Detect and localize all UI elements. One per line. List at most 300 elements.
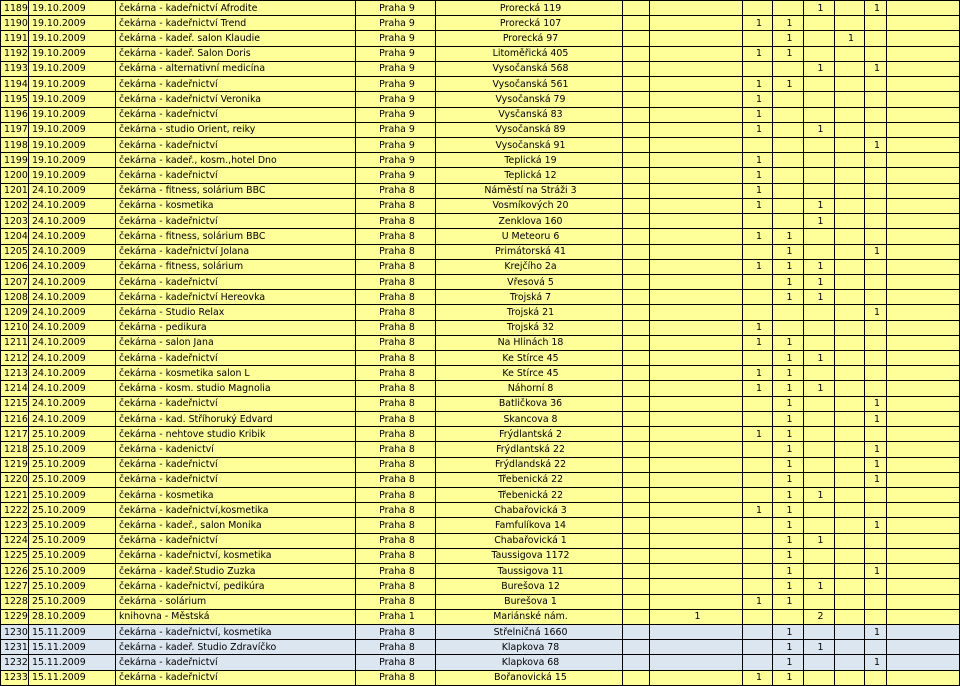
- name-cell[interactable]: čekárna - kosm. studio Magnolia: [116, 381, 356, 396]
- count-cell-6[interactable]: [865, 107, 887, 122]
- city-cell[interactable]: Praha 9: [356, 16, 436, 31]
- street-cell[interactable]: Třebenická 22: [436, 472, 623, 487]
- count-cell-6[interactable]: [865, 503, 887, 518]
- count-cell-3[interactable]: [773, 122, 804, 137]
- count-cell-1[interactable]: [650, 488, 743, 503]
- count-cell-6[interactable]: [865, 320, 887, 335]
- blank-cell[interactable]: [887, 274, 960, 289]
- count-cell-2[interactable]: 1: [743, 107, 773, 122]
- count-cell-2[interactable]: [743, 274, 773, 289]
- count-cell-5[interactable]: [835, 320, 865, 335]
- name-cell[interactable]: čekárna - fitness, solárium BBC: [116, 183, 356, 198]
- count-cell-3[interactable]: 1: [773, 533, 804, 548]
- count-cell-1[interactable]: [650, 305, 743, 320]
- count-cell-5[interactable]: [835, 518, 865, 533]
- count-cell-3[interactable]: [773, 183, 804, 198]
- count-cell-4[interactable]: [804, 624, 835, 639]
- city-cell[interactable]: Praha 8: [356, 564, 436, 579]
- date-cell[interactable]: 24.10.2009: [29, 396, 116, 411]
- date-cell[interactable]: 24.10.2009: [29, 244, 116, 259]
- count-cell-6[interactable]: [865, 198, 887, 213]
- count-cell-5[interactable]: [835, 274, 865, 289]
- blank-cell[interactable]: [623, 533, 650, 548]
- city-cell[interactable]: Praha 8: [356, 244, 436, 259]
- count-cell-1[interactable]: [650, 229, 743, 244]
- count-cell-3[interactable]: 1: [773, 655, 804, 670]
- count-cell-5[interactable]: [835, 153, 865, 168]
- count-cell-5[interactable]: [835, 351, 865, 366]
- count-cell-5[interactable]: [835, 533, 865, 548]
- count-cell-6[interactable]: 1: [865, 624, 887, 639]
- blank-cell[interactable]: [887, 624, 960, 639]
- name-cell[interactable]: čekárna - kadeřnictví: [116, 107, 356, 122]
- count-cell-1[interactable]: [650, 594, 743, 609]
- count-cell-6[interactable]: [865, 122, 887, 137]
- count-cell-4[interactable]: [804, 564, 835, 579]
- count-cell-2[interactable]: [743, 655, 773, 670]
- count-cell-1[interactable]: [650, 107, 743, 122]
- blank-cell[interactable]: [623, 381, 650, 396]
- name-cell[interactable]: čekárna - kadeř. Salon Doris: [116, 46, 356, 61]
- count-cell-2[interactable]: 1: [743, 381, 773, 396]
- id-cell[interactable]: 1198: [1, 137, 29, 152]
- count-cell-3[interactable]: [773, 198, 804, 213]
- count-cell-5[interactable]: [835, 77, 865, 92]
- count-cell-3[interactable]: [773, 92, 804, 107]
- count-cell-1[interactable]: [650, 548, 743, 563]
- count-cell-2[interactable]: [743, 609, 773, 624]
- date-cell[interactable]: 25.10.2009: [29, 472, 116, 487]
- count-cell-4[interactable]: [804, 137, 835, 152]
- count-cell-6[interactable]: [865, 92, 887, 107]
- count-cell-2[interactable]: [743, 305, 773, 320]
- blank-cell[interactable]: [887, 427, 960, 442]
- count-cell-1[interactable]: [650, 320, 743, 335]
- city-cell[interactable]: Praha 8: [356, 381, 436, 396]
- date-cell[interactable]: 24.10.2009: [29, 274, 116, 289]
- date-cell[interactable]: 25.10.2009: [29, 503, 116, 518]
- id-cell[interactable]: 1190: [1, 16, 29, 31]
- id-cell[interactable]: 1203: [1, 214, 29, 229]
- date-cell[interactable]: 19.10.2009: [29, 61, 116, 76]
- count-cell-2[interactable]: 1: [743, 198, 773, 213]
- count-cell-4[interactable]: 1: [804, 290, 835, 305]
- count-cell-2[interactable]: 1: [743, 335, 773, 350]
- date-cell[interactable]: 24.10.2009: [29, 198, 116, 213]
- count-cell-2[interactable]: [743, 488, 773, 503]
- city-cell[interactable]: Praha 8: [356, 320, 436, 335]
- id-cell[interactable]: 1221: [1, 488, 29, 503]
- count-cell-4[interactable]: 1: [804, 1, 835, 16]
- city-cell[interactable]: Praha 8: [356, 183, 436, 198]
- id-cell[interactable]: 1189: [1, 1, 29, 16]
- city-cell[interactable]: Praha 8: [356, 488, 436, 503]
- blank-cell[interactable]: [887, 229, 960, 244]
- count-cell-4[interactable]: [804, 427, 835, 442]
- blank-cell[interactable]: [623, 579, 650, 594]
- count-cell-2[interactable]: 1: [743, 16, 773, 31]
- city-cell[interactable]: Praha 8: [356, 594, 436, 609]
- date-cell[interactable]: 24.10.2009: [29, 290, 116, 305]
- count-cell-5[interactable]: 1: [835, 31, 865, 46]
- count-cell-5[interactable]: [835, 366, 865, 381]
- count-cell-6[interactable]: [865, 168, 887, 183]
- blank-cell[interactable]: [623, 351, 650, 366]
- date-cell[interactable]: 19.10.2009: [29, 77, 116, 92]
- count-cell-3[interactable]: 1: [773, 411, 804, 426]
- name-cell[interactable]: čekárna - kad. Stříhoruký Edvard: [116, 411, 356, 426]
- count-cell-3[interactable]: 1: [773, 457, 804, 472]
- count-cell-5[interactable]: [835, 122, 865, 137]
- count-cell-4[interactable]: [804, 366, 835, 381]
- count-cell-2[interactable]: 1: [743, 594, 773, 609]
- id-cell[interactable]: 1210: [1, 320, 29, 335]
- count-cell-3[interactable]: 1: [773, 46, 804, 61]
- count-cell-3[interactable]: [773, 137, 804, 152]
- city-cell[interactable]: Praha 9: [356, 153, 436, 168]
- count-cell-5[interactable]: [835, 609, 865, 624]
- city-cell[interactable]: Praha 9: [356, 46, 436, 61]
- street-cell[interactable]: Skancova 8: [436, 411, 623, 426]
- date-cell[interactable]: 19.10.2009: [29, 153, 116, 168]
- count-cell-3[interactable]: 1: [773, 229, 804, 244]
- id-cell[interactable]: 1218: [1, 442, 29, 457]
- name-cell[interactable]: čekárna - kadeř.Studio Zuzka: [116, 564, 356, 579]
- blank-cell[interactable]: [623, 366, 650, 381]
- blank-cell[interactable]: [887, 351, 960, 366]
- count-cell-4[interactable]: 1: [804, 579, 835, 594]
- count-cell-5[interactable]: [835, 107, 865, 122]
- blank-cell[interactable]: [623, 503, 650, 518]
- name-cell[interactable]: čekárna - kadeřnictví: [116, 533, 356, 548]
- blank-cell[interactable]: [623, 259, 650, 274]
- blank-cell[interactable]: [623, 168, 650, 183]
- city-cell[interactable]: Praha 9: [356, 61, 436, 76]
- blank-cell[interactable]: [887, 396, 960, 411]
- count-cell-5[interactable]: [835, 594, 865, 609]
- count-cell-6[interactable]: [865, 290, 887, 305]
- count-cell-6[interactable]: [865, 274, 887, 289]
- count-cell-6[interactable]: [865, 214, 887, 229]
- count-cell-2[interactable]: [743, 442, 773, 457]
- name-cell[interactable]: čekárna - kadeř., salon Monika: [116, 518, 356, 533]
- count-cell-6[interactable]: [865, 31, 887, 46]
- id-cell[interactable]: 1200: [1, 168, 29, 183]
- id-cell[interactable]: 1215: [1, 396, 29, 411]
- street-cell[interactable]: Trojská 7: [436, 290, 623, 305]
- count-cell-6[interactable]: 1: [865, 137, 887, 152]
- blank-cell[interactable]: [887, 107, 960, 122]
- city-cell[interactable]: Praha 9: [356, 1, 436, 16]
- count-cell-5[interactable]: [835, 259, 865, 274]
- count-cell-1[interactable]: [650, 640, 743, 655]
- name-cell[interactable]: čekárna - kadeřnictví: [116, 77, 356, 92]
- name-cell[interactable]: čekárna - fitness, solárium: [116, 259, 356, 274]
- count-cell-1[interactable]: 1: [650, 609, 743, 624]
- date-cell[interactable]: 25.10.2009: [29, 594, 116, 609]
- count-cell-1[interactable]: [650, 46, 743, 61]
- blank-cell[interactable]: [887, 183, 960, 198]
- name-cell[interactable]: čekárna - kadeř. Studio Zdravíčko: [116, 640, 356, 655]
- count-cell-4[interactable]: [804, 396, 835, 411]
- blank-cell[interactable]: [887, 259, 960, 274]
- name-cell[interactable]: čekárna - kadeřnictví Jolana: [116, 244, 356, 259]
- street-cell[interactable]: Vřesová 5: [436, 274, 623, 289]
- count-cell-1[interactable]: [650, 77, 743, 92]
- street-cell[interactable]: Teplická 19: [436, 153, 623, 168]
- count-cell-1[interactable]: [650, 290, 743, 305]
- city-cell[interactable]: Praha 8: [356, 472, 436, 487]
- count-cell-3[interactable]: 1: [773, 442, 804, 457]
- blank-cell[interactable]: [887, 320, 960, 335]
- count-cell-3[interactable]: [773, 107, 804, 122]
- blank-cell[interactable]: [623, 548, 650, 563]
- id-cell[interactable]: 1206: [1, 259, 29, 274]
- blank-cell[interactable]: [887, 122, 960, 137]
- date-cell[interactable]: 24.10.2009: [29, 259, 116, 274]
- name-cell[interactable]: čekárna - kadeřnictví, kosmetika: [116, 624, 356, 639]
- count-cell-4[interactable]: [804, 153, 835, 168]
- name-cell[interactable]: čekárna - kadeřnictví, pedikúra: [116, 579, 356, 594]
- date-cell[interactable]: 25.10.2009: [29, 488, 116, 503]
- id-cell[interactable]: 1232: [1, 655, 29, 670]
- count-cell-5[interactable]: [835, 564, 865, 579]
- count-cell-4[interactable]: 1: [804, 274, 835, 289]
- count-cell-4[interactable]: 2: [804, 609, 835, 624]
- count-cell-1[interactable]: [650, 198, 743, 213]
- blank-cell[interactable]: [623, 137, 650, 152]
- blank-cell[interactable]: [623, 229, 650, 244]
- street-cell[interactable]: Famfulíkova 14: [436, 518, 623, 533]
- count-cell-3[interactable]: [773, 609, 804, 624]
- count-cell-2[interactable]: [743, 518, 773, 533]
- count-cell-6[interactable]: [865, 594, 887, 609]
- count-cell-1[interactable]: [650, 472, 743, 487]
- count-cell-6[interactable]: 1: [865, 61, 887, 76]
- date-cell[interactable]: 24.10.2009: [29, 320, 116, 335]
- count-cell-2[interactable]: [743, 290, 773, 305]
- count-cell-5[interactable]: [835, 503, 865, 518]
- id-cell[interactable]: 1220: [1, 472, 29, 487]
- count-cell-3[interactable]: [773, 153, 804, 168]
- count-cell-3[interactable]: [773, 168, 804, 183]
- count-cell-5[interactable]: [835, 244, 865, 259]
- street-cell[interactable]: Náměstí na Stráži 3: [436, 183, 623, 198]
- count-cell-6[interactable]: [865, 488, 887, 503]
- street-cell[interactable]: Zenklova 160: [436, 214, 623, 229]
- count-cell-4[interactable]: [804, 503, 835, 518]
- street-cell[interactable]: Chabařovická 3: [436, 503, 623, 518]
- id-cell[interactable]: 1194: [1, 77, 29, 92]
- count-cell-4[interactable]: [804, 655, 835, 670]
- count-cell-6[interactable]: 1: [865, 564, 887, 579]
- blank-cell[interactable]: [623, 305, 650, 320]
- blank-cell[interactable]: [623, 107, 650, 122]
- count-cell-4[interactable]: [804, 31, 835, 46]
- name-cell[interactable]: čekárna - kadeřnictví Hereovka: [116, 290, 356, 305]
- name-cell[interactable]: čekárna - kadeřnictví Afrodite: [116, 1, 356, 16]
- count-cell-2[interactable]: [743, 548, 773, 563]
- count-cell-3[interactable]: 1: [773, 624, 804, 639]
- date-cell[interactable]: 25.10.2009: [29, 457, 116, 472]
- blank-cell[interactable]: [887, 366, 960, 381]
- date-cell[interactable]: 25.10.2009: [29, 579, 116, 594]
- id-cell[interactable]: 1226: [1, 564, 29, 579]
- count-cell-5[interactable]: [835, 46, 865, 61]
- id-cell[interactable]: 1219: [1, 457, 29, 472]
- blank-cell[interactable]: [887, 305, 960, 320]
- date-cell[interactable]: 19.10.2009: [29, 92, 116, 107]
- id-cell[interactable]: 1227: [1, 579, 29, 594]
- count-cell-2[interactable]: 1: [743, 168, 773, 183]
- count-cell-5[interactable]: [835, 61, 865, 76]
- blank-cell[interactable]: [887, 548, 960, 563]
- count-cell-1[interactable]: [650, 168, 743, 183]
- count-cell-6[interactable]: 1: [865, 244, 887, 259]
- count-cell-1[interactable]: [650, 153, 743, 168]
- street-cell[interactable]: Náhorní 8: [436, 381, 623, 396]
- blank-cell[interactable]: [887, 579, 960, 594]
- count-cell-3[interactable]: 1: [773, 290, 804, 305]
- count-cell-6[interactable]: 1: [865, 442, 887, 457]
- count-cell-6[interactable]: [865, 335, 887, 350]
- blank-cell[interactable]: [623, 609, 650, 624]
- count-cell-4[interactable]: [804, 548, 835, 563]
- count-cell-4[interactable]: [804, 183, 835, 198]
- street-cell[interactable]: Vysočanská 91: [436, 137, 623, 152]
- count-cell-3[interactable]: 1: [773, 351, 804, 366]
- count-cell-3[interactable]: 1: [773, 594, 804, 609]
- count-cell-6[interactable]: [865, 640, 887, 655]
- city-cell[interactable]: Praha 8: [356, 411, 436, 426]
- name-cell[interactable]: čekárna - Studio Relax: [116, 305, 356, 320]
- count-cell-4[interactable]: [804, 320, 835, 335]
- street-cell[interactable]: Frýdlandská 22: [436, 457, 623, 472]
- count-cell-1[interactable]: [650, 214, 743, 229]
- count-cell-6[interactable]: [865, 77, 887, 92]
- blank-cell[interactable]: [623, 442, 650, 457]
- blank-cell[interactable]: [623, 457, 650, 472]
- count-cell-1[interactable]: [650, 1, 743, 16]
- name-cell[interactable]: čekárna - kadeřnictví: [116, 274, 356, 289]
- street-cell[interactable]: Krejčího 2a: [436, 259, 623, 274]
- count-cell-2[interactable]: 1: [743, 77, 773, 92]
- date-cell[interactable]: 24.10.2009: [29, 411, 116, 426]
- count-cell-2[interactable]: [743, 1, 773, 16]
- count-cell-5[interactable]: [835, 137, 865, 152]
- name-cell[interactable]: čekárna - kadeřnictví: [116, 396, 356, 411]
- blank-cell[interactable]: [887, 472, 960, 487]
- count-cell-4[interactable]: [804, 92, 835, 107]
- count-cell-1[interactable]: [650, 381, 743, 396]
- count-cell-2[interactable]: 1: [743, 46, 773, 61]
- count-cell-2[interactable]: [743, 61, 773, 76]
- count-cell-3[interactable]: 1: [773, 503, 804, 518]
- blank-cell[interactable]: [623, 244, 650, 259]
- blank-cell[interactable]: [623, 488, 650, 503]
- id-cell[interactable]: 1193: [1, 61, 29, 76]
- count-cell-2[interactable]: 1: [743, 366, 773, 381]
- count-cell-1[interactable]: [650, 274, 743, 289]
- blank-cell[interactable]: [623, 320, 650, 335]
- date-cell[interactable]: 15.11.2009: [29, 670, 116, 685]
- count-cell-3[interactable]: 1: [773, 564, 804, 579]
- count-cell-6[interactable]: 1: [865, 1, 887, 16]
- count-cell-1[interactable]: [650, 624, 743, 639]
- id-cell[interactable]: 1214: [1, 381, 29, 396]
- date-cell[interactable]: 19.10.2009: [29, 107, 116, 122]
- city-cell[interactable]: Praha 1: [356, 609, 436, 624]
- count-cell-4[interactable]: [804, 229, 835, 244]
- count-cell-6[interactable]: 1: [865, 655, 887, 670]
- street-cell[interactable]: Bořanovická 15: [436, 670, 623, 685]
- count-cell-6[interactable]: 1: [865, 305, 887, 320]
- count-cell-1[interactable]: [650, 122, 743, 137]
- count-cell-5[interactable]: [835, 655, 865, 670]
- count-cell-1[interactable]: [650, 579, 743, 594]
- date-cell[interactable]: 25.10.2009: [29, 518, 116, 533]
- count-cell-1[interactable]: [650, 533, 743, 548]
- count-cell-4[interactable]: 1: [804, 488, 835, 503]
- city-cell[interactable]: Praha 9: [356, 31, 436, 46]
- blank-cell[interactable]: [887, 46, 960, 61]
- count-cell-3[interactable]: 1: [773, 244, 804, 259]
- city-cell[interactable]: Praha 8: [356, 548, 436, 563]
- id-cell[interactable]: 1199: [1, 153, 29, 168]
- count-cell-1[interactable]: [650, 442, 743, 457]
- blank-cell[interactable]: [623, 198, 650, 213]
- count-cell-6[interactable]: [865, 533, 887, 548]
- street-cell[interactable]: Trojská 21: [436, 305, 623, 320]
- id-cell[interactable]: 1228: [1, 594, 29, 609]
- count-cell-6[interactable]: 1: [865, 457, 887, 472]
- blank-cell[interactable]: [623, 472, 650, 487]
- count-cell-4[interactable]: 1: [804, 351, 835, 366]
- id-cell[interactable]: 1225: [1, 548, 29, 563]
- id-cell[interactable]: 1196: [1, 107, 29, 122]
- count-cell-5[interactable]: [835, 579, 865, 594]
- name-cell[interactable]: čekárna - pedikura: [116, 320, 356, 335]
- date-cell[interactable]: 24.10.2009: [29, 366, 116, 381]
- blank-cell[interactable]: [887, 670, 960, 685]
- date-cell[interactable]: 24.10.2009: [29, 305, 116, 320]
- city-cell[interactable]: Praha 8: [356, 366, 436, 381]
- count-cell-4[interactable]: 1: [804, 198, 835, 213]
- city-cell[interactable]: Praha 8: [356, 640, 436, 655]
- id-cell[interactable]: 1204: [1, 229, 29, 244]
- count-cell-5[interactable]: [835, 381, 865, 396]
- street-cell[interactable]: Frýdlantská 2: [436, 427, 623, 442]
- id-cell[interactable]: 1213: [1, 366, 29, 381]
- blank-cell[interactable]: [887, 16, 960, 31]
- count-cell-6[interactable]: 1: [865, 518, 887, 533]
- street-cell[interactable]: Taussigova 11: [436, 564, 623, 579]
- name-cell[interactable]: čekárna - studio Orient, reiky: [116, 122, 356, 137]
- name-cell[interactable]: čekárna - kosmetika: [116, 198, 356, 213]
- blank-cell[interactable]: [623, 655, 650, 670]
- count-cell-1[interactable]: [650, 351, 743, 366]
- street-cell[interactable]: Litoměřická 405: [436, 46, 623, 61]
- date-cell[interactable]: 25.10.2009: [29, 564, 116, 579]
- count-cell-6[interactable]: [865, 229, 887, 244]
- count-cell-2[interactable]: [743, 564, 773, 579]
- blank-cell[interactable]: [623, 640, 650, 655]
- date-cell[interactable]: 19.10.2009: [29, 137, 116, 152]
- city-cell[interactable]: Praha 8: [356, 579, 436, 594]
- blank-cell[interactable]: [887, 442, 960, 457]
- street-cell[interactable]: Třebenická 22: [436, 488, 623, 503]
- date-cell[interactable]: 24.10.2009: [29, 351, 116, 366]
